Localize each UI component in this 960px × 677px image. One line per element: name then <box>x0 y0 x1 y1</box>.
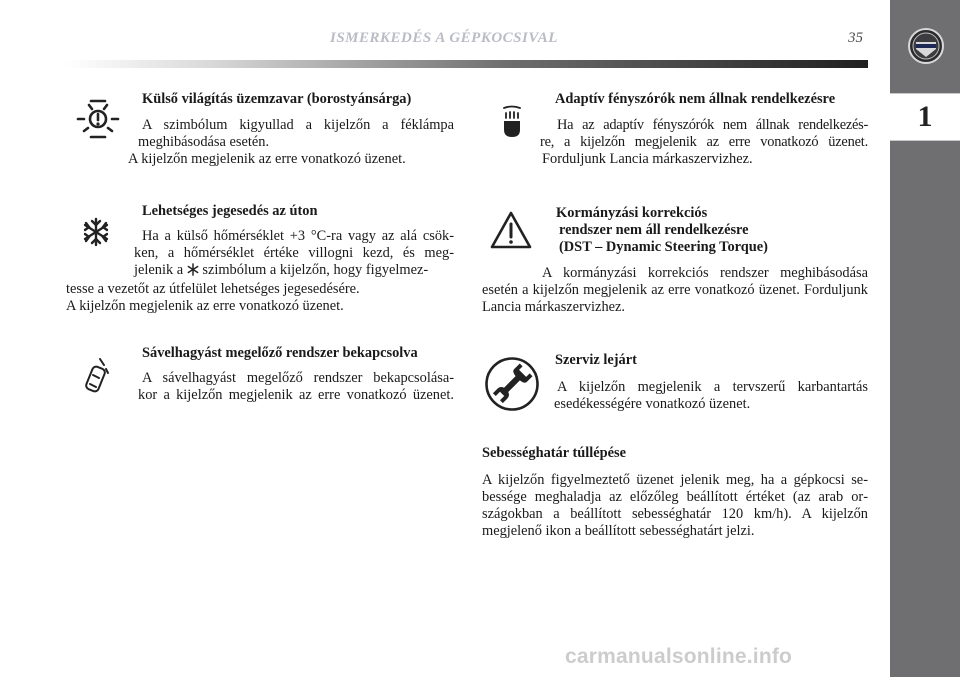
chapter-tab[interactable]: 1 <box>890 93 960 141</box>
adaptive-headlight-section <box>540 91 868 168</box>
lane-departure-text-line: A sávelhagyást megelőző rendszer bekapcsolása- <box>142 370 454 386</box>
speed-limit-text: A kijelzőn figyelmeztető üzenet jelenik meg, ha a gépkocsi sebessége meghaladja az előzőleg beállított értéket (az arab országokban a beállított sebességhatár 120 km/h). A kijelzőn megjelenő ikon a beállított sebességhatárt jelzi. <box>482 472 868 539</box>
ice-warning-text-line: tesse a vezetőt az útfelület lehetséges jegesedésére. <box>66 281 360 297</box>
exterior-light-section <box>66 91 454 168</box>
ice-warning-text-line: A kijelzőn megjelenik az erre vonatkozó üzenet. <box>66 298 344 314</box>
ice-warning-text-line: ken, a hőmérséklet értéke villogni kezd, és meg- <box>134 245 454 261</box>
page-number: 35 <box>848 30 863 46</box>
lancia-logo-icon <box>907 27 945 65</box>
adaptive-headlight-text-line: Ha az adaptív fényszórók nem állnak rendelkezés- <box>557 117 868 133</box>
wrench-icon <box>484 356 540 412</box>
speed-limit-section <box>482 445 868 540</box>
ice-warning-text-line: Ha a külső hőmérséklet +3 °C-ra vagy az alá csök- <box>142 228 454 244</box>
exterior-light-text-line: A kijelzőn megjelenik az erre vonatkozó üzenet. <box>128 151 406 167</box>
steering-text: A kormányzási korrekciós rendszer meghibásodása esetén a kijelzőn megjelenik az erre vonatkozó üzenet. Forduljunk Lancia márkaszervizhez. <box>482 265 868 315</box>
watermark: carmanualsonline.info <box>565 645 793 668</box>
lane-departure-heading: Sávelhagyást megelőző rendszer bekapcsolva <box>142 345 418 361</box>
exterior-light-heading: Külső világítás üzemzavar (borostyánsárga) <box>142 91 412 107</box>
service-due-text-line: esedékességére vonatkozó üzenet. <box>554 396 751 412</box>
ice-warning-heading: Lehetséges jegesedés az úton <box>142 203 318 219</box>
lane-departure-section <box>66 345 454 404</box>
adaptive-headlight-text-line: re, a kijelzőn megjelenik az erre vonatkozó üzenet. <box>540 134 868 150</box>
service-due-section <box>540 352 868 413</box>
header-rule <box>66 60 868 68</box>
ice-warning-text-pre: jelenik a <box>134 262 184 278</box>
speed-limit-heading: Sebességhatár túllépése <box>482 445 627 461</box>
inline-snowflake-icon <box>187 263 199 281</box>
lane-departure-text-line: kor a kijelzőn megjelenik az erre vonatkozó üzenet. <box>138 387 454 403</box>
ice-warning-text-line <box>134 262 454 281</box>
service-due-heading: Szerviz lejárt <box>555 352 637 368</box>
steering-correction-section <box>482 205 868 316</box>
ice-warning-section <box>66 203 454 315</box>
service-due-text-line: A kijelzőn megjelenik a tervszerű karbantartás <box>557 379 868 395</box>
page-header-title: ISMERKEDÉS A GÉPKOCSIVAL <box>330 30 558 46</box>
ice-warning-text-post: szimbólum a kijelzőn, hogy figyelmez- <box>202 262 429 278</box>
steering-heading-line: Kormányzási korrekciós <box>556 205 708 221</box>
adaptive-headlight-icon <box>501 105 523 139</box>
adaptive-headlight-text-line: Forduljunk Lancia márkaszervizhez. <box>542 151 753 167</box>
exterior-light-text-line: A szimbólum kigyullad a kijelzőn a féklámpa <box>142 117 454 133</box>
steering-heading-line: rendszer nem áll rendelkezésre <box>559 222 749 238</box>
exterior-light-text-line: meghibásodása esetén. <box>138 134 270 150</box>
steering-heading-line: (DST – Dynamic Steering Torque) <box>559 239 768 255</box>
adaptive-headlight-heading: Adaptív fényszórók nem állnak rendelkezésre <box>555 91 836 107</box>
